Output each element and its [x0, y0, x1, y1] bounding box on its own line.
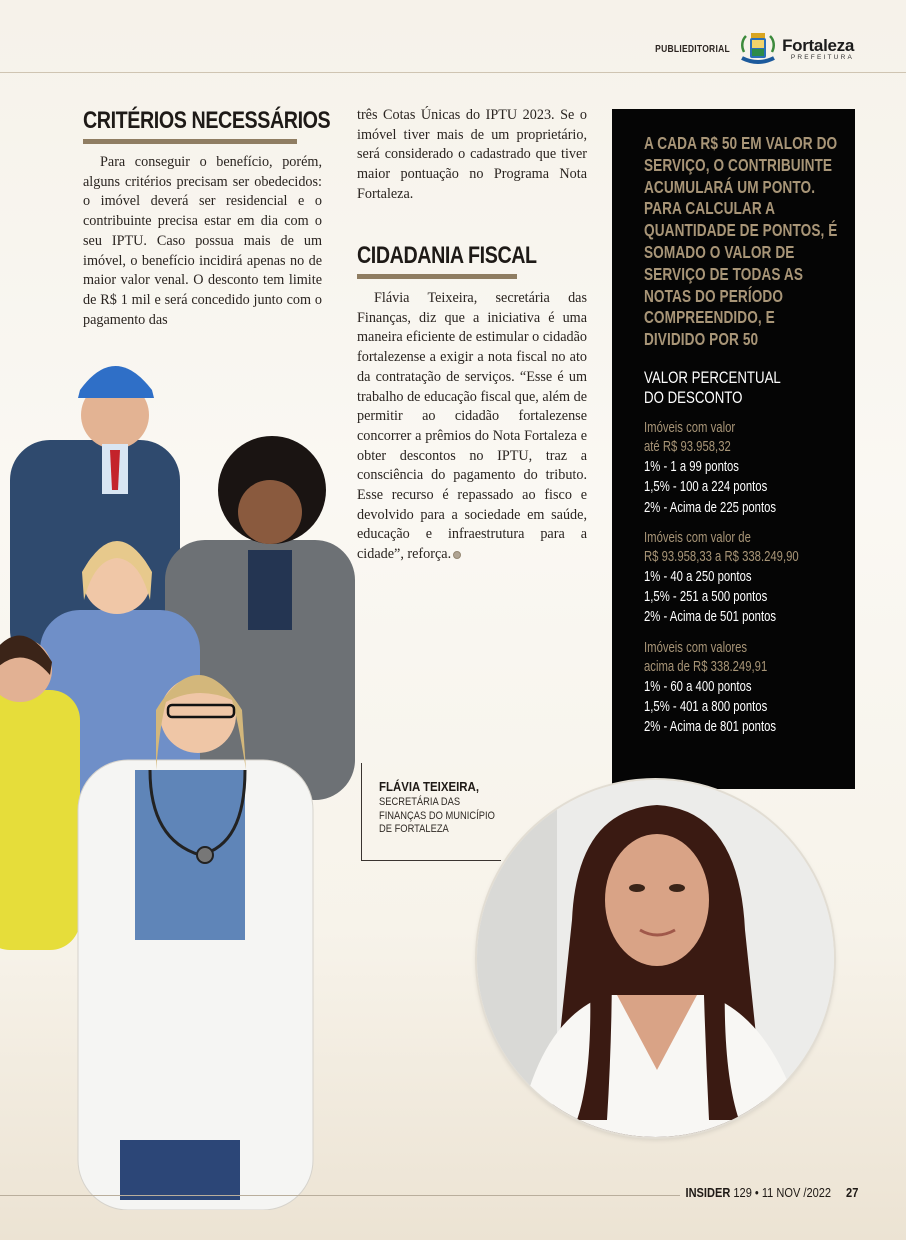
issue-info: 129 • 11 NOV /2022	[733, 1185, 831, 1200]
magazine-name: INSIDER	[685, 1185, 730, 1200]
discount-tier: 2% - Acima de 801 pontos	[644, 719, 777, 736]
criterios-paragraph: Para conseguir o benefício, porém, alguns critérios precisam ser obedecidos: o imóvel deverá ser residencial e o contribuinte precisa estar em dia com o seu IPTU. Caso possua mais de um imóvel, o benefício incidirá apenas no de maior valor venal. O desconto tem limite de R$ 1 mil e será concedido junto com o pagamento das	[83, 154, 322, 328]
photo-caption	[361, 763, 501, 861]
fortaleza-crest-icon	[738, 30, 778, 68]
criterios-continuation: três Cotas Únicas do IPTU 2023. Se o imóvel tiver mais de um proprietário, será considerado o cadastrado que tiver maior pontuação no Programa Nota Fortaleza.	[357, 107, 587, 202]
caption-role: SECRETÁRIA DAS FINANÇAS DO MUNICÍPIO DE FORTALEZA	[379, 796, 495, 835]
heading-cidadania: CIDADANIA FISCAL	[357, 242, 537, 269]
header-rule	[0, 72, 906, 73]
sidebar-title: VALOR PERCENTUAL DO DESCONTO	[644, 367, 781, 407]
caption-name: FLÁVIA TEIXEIRA,	[379, 779, 480, 794]
page-number: 27	[845, 1185, 858, 1200]
discount-tier: 2% - Acima de 225 pontos	[644, 499, 777, 516]
discount-tier: 1% - 1 a 99 pontos	[644, 458, 739, 475]
header	[642, 30, 854, 68]
publieditorial-label: PUBLIEDITORIAL	[655, 43, 731, 55]
professionals-group-photo	[0, 340, 370, 1210]
discount-tier: 1% - 60 a 400 pontos	[644, 678, 752, 695]
group-heading: Imóveis com valor de R$ 93.958,33 a R$ 338.249,90	[644, 529, 799, 565]
heading-rule	[83, 139, 297, 144]
discount-group	[644, 639, 837, 738]
heading-criterios: CRITÉRIOS NECESSÁRIOS	[83, 107, 331, 134]
group-heading: Imóveis com valor até R$ 93.958,32	[644, 419, 736, 455]
discount-tier: 1,5% - 251 a 500 pontos	[644, 589, 768, 606]
cidadania-paragraph: Flávia Teixeira, secretária das Finanças, diz que a iniciativa é uma maneira eficiente de estimular o cidadão fortalezense a exigir a nota fiscal no ato da contratação de serviços. “Esse é um trabalho de educação fiscal que, além de permitir ao cidadão fortalezense concorrer a prêmios do Nota Fortaleza e obter descontos no IPTU, traz a consciência do pagamento do tributo. Esse recurso é repassado ao fisco e devolvido para a sociedade em saúde, educação e infraestrutura para a cidade”, reforça.	[357, 290, 587, 563]
portrait-photo-flavia-teixeira	[477, 780, 834, 1137]
discount-group	[644, 419, 837, 518]
end-of-article-icon	[453, 551, 461, 559]
discount-tier: 1% - 40 a 250 pontos	[644, 568, 752, 585]
discount-tier: 1,5% - 401 a 800 pontos	[644, 699, 768, 716]
footer-rule	[0, 1195, 680, 1196]
discount-sidebar	[612, 109, 855, 789]
brand-subtitle: PREFEITURA	[790, 53, 854, 61]
portrait-illustration	[477, 780, 834, 1137]
sidebar-lead: A CADA R$ 50 EM VALOR DO SERVIÇO, O CONTRIBUINTE ACUMULARÁ UM PONTO. PARA CALCULAR A QUANTIDADE DE PONTOS, É SOMADO O VALOR DE SERVIÇO DE TODAS AS NOTAS DO PERÍODO COMPREENDIDO, E DIVIDIDO POR 50	[644, 133, 838, 350]
footer	[685, 1185, 858, 1200]
discount-group	[644, 529, 837, 628]
brand-name: Fortaleza	[782, 35, 854, 55]
discount-tier: 1,5% - 100 a 224 pontos	[644, 479, 768, 496]
group-heading: Imóveis com valores acima de R$ 338.249,91	[644, 639, 768, 675]
discount-tier: 2% - Acima de 501 pontos	[644, 609, 777, 626]
heading-rule	[357, 274, 517, 279]
